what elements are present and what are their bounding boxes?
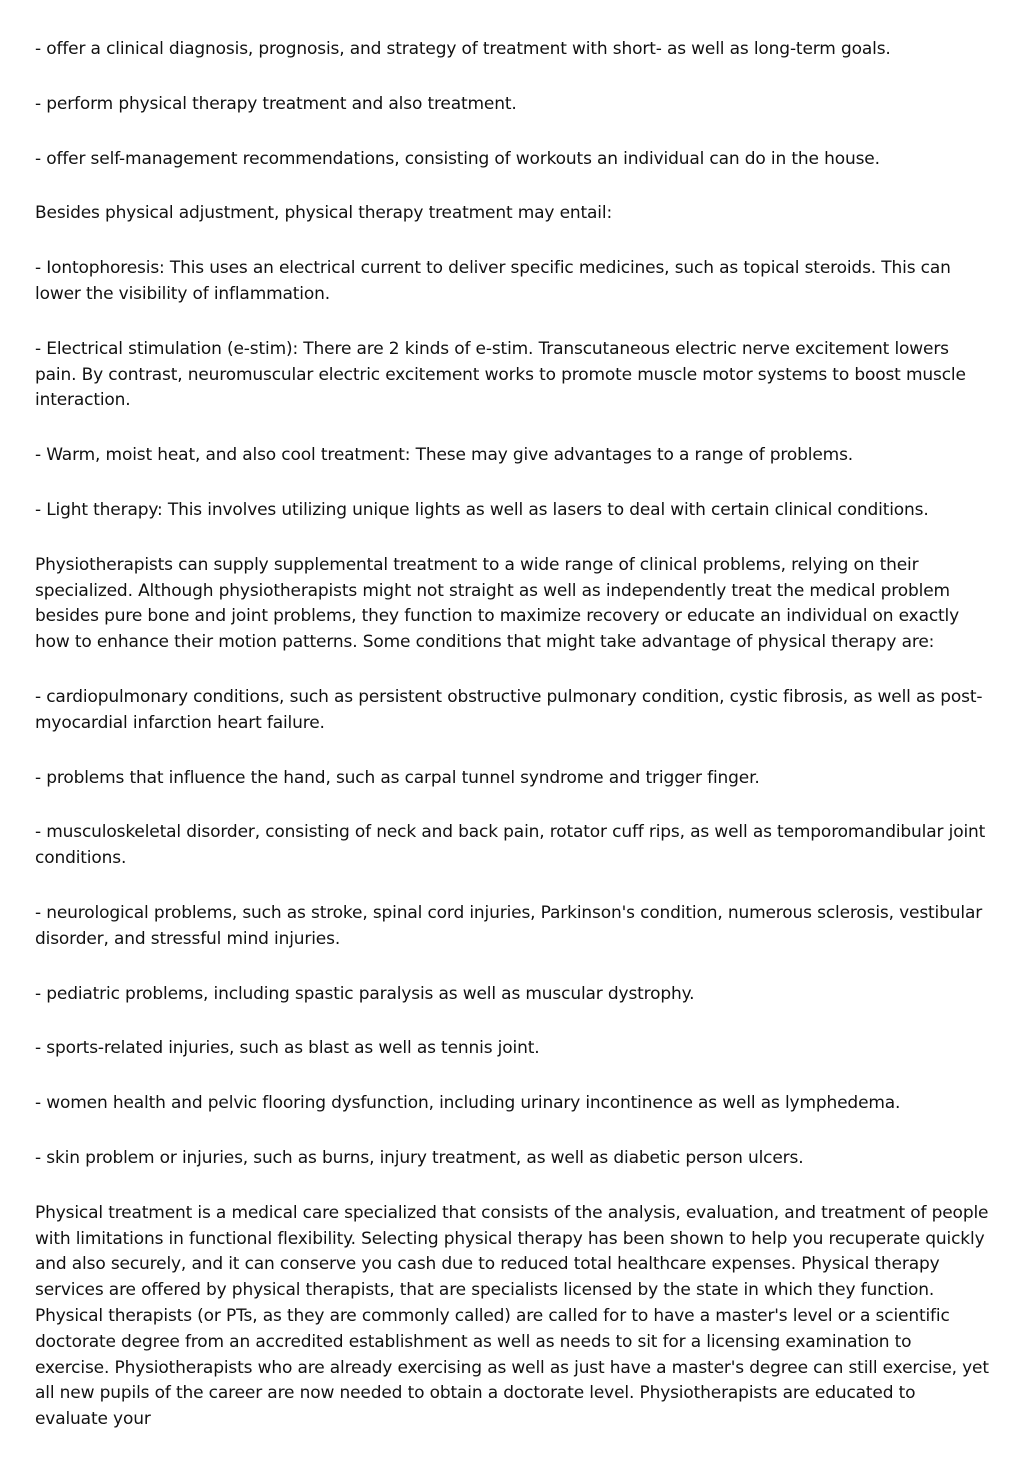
paragraph-cardiopulmonary: - cardiopulmonary conditions, such as persistent obstructive pulmonary condition, cystic fibrosis, as well as post-myocardial infarction heart failure. [35,686,983,733]
paragraph-physical-treatment-overview: Physical treatment is a medical care specialized that consists of the analysis, evaluation, and treatment of people with limitations in functional flexibility. Selecting physical therapy has been shown to help you recuperate quickly and also securely, and it can conserve you cash due to reduced total healthcare expenses. Physical therapy services are offered by physical therapists, that are specialists licensed by the state in which they function. Physical therapists (or PTs, as they are commonly called) are called for to have a master's level or a scientific doctorate degree from an accredited establishment as well as needs to sit for a licensing examination to exercise. Physiotherapists who are already exercising as well as just have a master's degree can still exercise, yet all new pupils of the career are now needed to obtain a doctorate level. Physiotherapists are educated to evaluate your [35,1202,989,1430]
paragraph-neurological: - neurological problems, such as stroke, spinal cord injuries, Parkinson's condition, numerous sclerosis, vestibular disorder, and stressful mind injuries. [35,902,983,949]
paragraph-sports-injuries: - sports-related injuries, such as blast as well as tennis joint. [35,1038,540,1059]
paragraph-hand-problems: - problems that influence the hand, such as carpal tunnel syndrome and trigger finger. [35,767,760,788]
paragraph-conditions-intro: Physiotherapists can supply supplemental treatment to a wide range of clinical problems, relying on their specialized. Although physiotherapists might not straight as well as independently treat the medical problem besides pure bone and joint problems, they function to maximize recovery or educate an individual on exactly how to enhance their motion patterns. Some conditions that might take advantage of physical therapy are: [35,554,960,653]
paragraph-heat-cold: - Warm, moist heat, and also cool treatment: These may give advantages to a range of problems. [35,445,854,466]
paragraph-musculoskeletal: - musculoskeletal disorder, consisting of neck and back pain, rotator cuff rips, as well as temporomandibular joint conditions. [35,822,986,869]
paragraph-pediatric: - pediatric problems, including spastic paralysis as well as muscular dystrophy. [35,983,695,1004]
paragraph-treatment-intro: Besides physical adjustment, physical therapy treatment may entail: [35,203,613,224]
document-body [35,37,990,1462]
paragraph-skin-problems: - skin problem or injuries, such as burns, injury treatment, as well as diabetic person ulcers. [35,1147,804,1168]
paragraph-light-therapy: - Light therapy: This involves utilizing unique lights as well as lasers to deal with certain clinical conditions. [35,499,929,520]
paragraph-electrical-stimulation: - Electrical stimulation (e-stim): There are 2 kinds of e-stim. Transcutaneous electric nerve excitement lowers pain. By contrast, neuromuscular electric excitement works to promote muscle motor systems to boost muscle interaction. [35,338,966,411]
paragraph-perform-treatment: - perform physical therapy treatment and also treatment. [35,93,517,114]
paragraph-women-health: - women health and pelvic flooring dysfunction, including urinary incontinence as well as lymphedema. [35,1093,901,1114]
paragraph-evaluation-goals: - offer a clinical diagnosis, prognosis, and strategy of treatment with short- as well as long-term goals. [35,39,891,59]
paragraph-self-management: - offer self-management recommendations, consisting of workouts an individual can do in the house. [35,148,880,169]
paragraph-iontophoresis: - Iontophoresis: This uses an electrical current to deliver specific medicines, such as topical steroids. This can lower the visibility of inflammation. [35,258,951,304]
